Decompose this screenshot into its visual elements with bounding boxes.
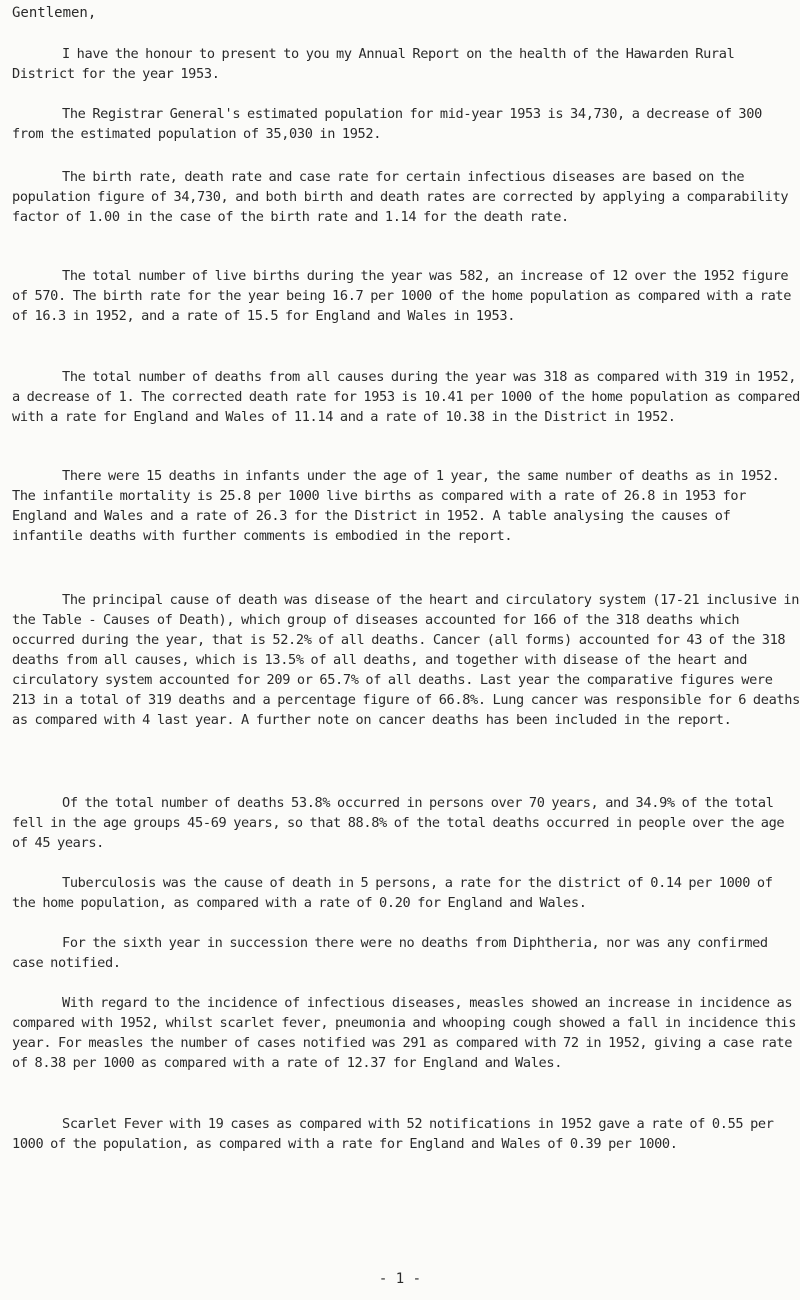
paragraph-infectious-diseases: With regard to the incidence of infectious diseases, measles showed an increase in incidence as compared with 1952, whilst scarlet fever, pneumonia and whooping cough showed a fall in incidence this year. For measles the number of cases notified was 291 as compared with 72 in 1952, giving a case rate of 8.38 per 1000 as compared with a rate of 12.37 for England and Wales. (12, 995, 797, 1071)
paragraph-infant-mortality: There were 15 deaths in infants under the age of 1 year, the same number of deaths as in 1952. The infantile mortality is 25.8 per 1000 live births as compared with a rate of 26.8 in 1953 for England and Wales and a rate of 26.3 for the District in 1952. A table analysing the causes of infantile deaths with further comments is embodied in the report. (12, 468, 780, 544)
paragraph-deaths: The total number of deaths from all causes during the year was 318 as compared with 319 in 1952, a decrease of 1. The corrected death rate for 1953 is 10.41 per 1000 of the home population as compared with a rate for England and Wales of 11.14 and a rate of 10.38 in the District in 1952. (12, 369, 800, 425)
paragraph-population: The Registrar General's estimated population for mid-year 1953 is 34,730, a decrease of 300 from the estimated population of 35,030 in 1952. (12, 106, 762, 142)
paragraph-rates-basis: The birth rate, death rate and case rate for certain infectious diseases are based on the population figure of 34,730, and both birth and death rates are corrected by applying a comparability factor of 1.00 in the case of the birth rate and 1.14 for the death rate. (12, 169, 789, 225)
page-number: - 1 - (378, 1271, 422, 1287)
paragraph-scarlet-fever: Scarlet Fever with 19 cases as compared with 52 notifications in 1952 gave a rate of 0.55 per 1000 of the population, as compared with a rate for England and Wales of 0.39 per 1000. (12, 1116, 774, 1152)
paragraph-diphtheria: For the sixth year in succession there were no deaths from Diphtheria, nor was any confirmed case notified. (12, 935, 768, 971)
paragraph-births: The total number of live births during the year was 582, an increase of 12 over the 1952 figure of 570. The birth rate for the year being 16.7 per 1000 of the home population as compared with a rate of 16.3 in 1952, and a rate of 15.5 for England and Wales in 1953. (12, 268, 792, 324)
paragraph-age-distribution: Of the total number of deaths 53.8% occurred in persons over 70 years, and 34.9% of the total fell in the age groups 45-69 years, so that 88.8% of the total deaths occurred in people over the age of 45 years. (12, 795, 785, 851)
paragraph-principal-causes: The principal cause of death was disease of the heart and circulatory system (17-21 inclusive in the Table - Causes of Death), which group of diseases accounted for 166 of the 318 deaths which occurred during the year, that is 52.2% of all deaths. Cancer (all forms) accounted for 43 of the 318 deaths from all causes, which is 13.5% of all deaths, and together with disease of the heart and circulatory system accounted for 209 or 65.7% of all deaths. Last year the comparative figures were 213 in a total of 319 deaths and a percentage figure of 66.8%. Lung cancer was responsible for 6 deaths as compared with 4 last year. A further note on cancer deaths has been included in the report. (12, 592, 800, 728)
paragraph-intro: I have the honour to present to you my Annual Report on the health of the Hawarden Rural District for the year 1953. (12, 46, 735, 82)
salutation: Gentlemen, (12, 5, 97, 21)
paragraph-tuberculosis: Tuberculosis was the cause of death in 5 persons, a rate for the district of 0.14 per 1000 of the home population, as compared with a rate of 0.20 for England and Wales. (12, 875, 773, 911)
